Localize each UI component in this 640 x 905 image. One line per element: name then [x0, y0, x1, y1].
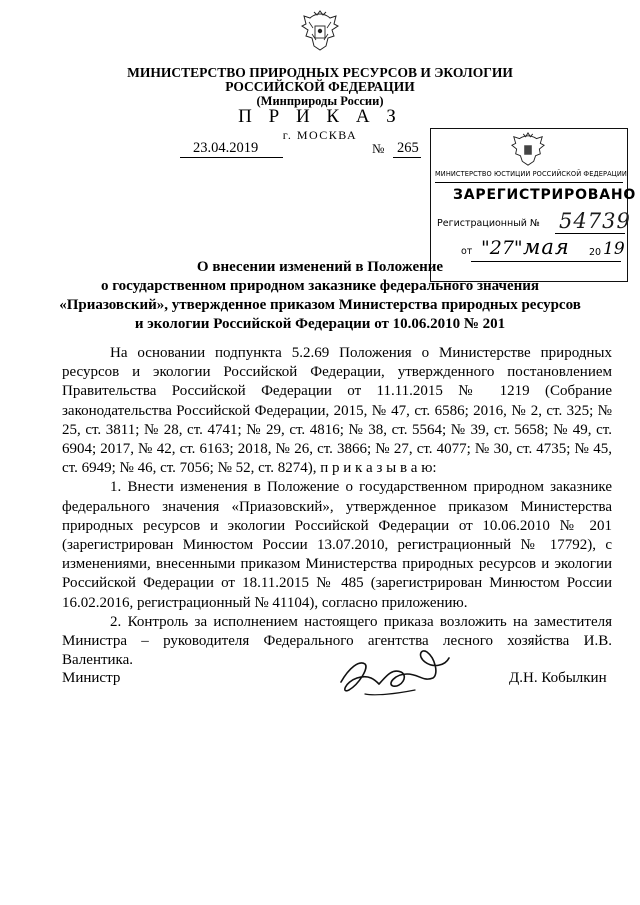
preamble-paragraph: На основании подпункта 5.2.69 Положения о Министерстве природных ресурсов и экологии Российской Федерации, утвержденного постановлением Правительства Российской Федерации от 11.11.2015 № 1219 (Собрание законодательства Российской Федерации, 2015, № 47, ст. 6586; 2016, № 2, ст. 325; № 25, ст. 3811; № 28, ст. 4741; № 29, ст. 4816; № 38, ст. 5564; № 39, ст. 5658; № 49, ст. 6904; 2017, № 42, ст. 6163; 2018, № 26, ст. 3866; № 27, ст. 4077; № 30, ст. 4735; № 45, ст. 6949; № 46, ст. 7056; № 52, ст. 8274), п р и к а з ы в а ю:: [62, 345, 612, 477]
order-number-label: №: [372, 141, 385, 156]
ministry-short-name: (Минприроды России): [256, 94, 384, 108]
stamp-date-label: от: [461, 246, 473, 257]
coat-of-arms-icon: [300, 10, 340, 54]
ministry-name-line1: МИНИСТЕРСТВО ПРИРОДНЫХ РЕСУРСОВ И ЭКОЛОГИИ: [127, 65, 513, 80]
stamp-coat-of-arms-icon: [509, 132, 547, 168]
ministry-name-line2: РОССИЙСКОЙ ФЕДЕРАЦИИ: [225, 79, 415, 94]
clause-2-paragraph: 2. Контроль за исполнением настоящего приказа возложить на заместителя Министра – руководителя Федерального агентства лесного хозяйства И.В. Валентика.: [62, 613, 612, 669]
stamp-registered-label: ЗАРЕГИСТРИРОВАНО: [453, 187, 637, 203]
number-underline: [393, 157, 421, 158]
handwritten-signature: [335, 638, 455, 708]
stamp-day: "27": [481, 237, 523, 259]
signatory-post: Министр: [62, 670, 121, 686]
subject-line4: и экологии Российской Федерации от 10.06.2010 № 201: [134, 316, 506, 332]
order-body: [62, 344, 612, 670]
subject-line3: «Приазовский», утвержденное приказом Министерства природных ресурсов: [59, 297, 581, 313]
stamp-separator: [435, 182, 623, 183]
subject-line1: О внесении изменений в Положение: [196, 259, 444, 275]
subject-line2: о государственном природном заказнике федерального значения: [100, 278, 540, 294]
stamp-regnum-underline: [555, 233, 625, 234]
stamp-year-suffix: 19: [603, 239, 625, 259]
order-date: 23.04.2019: [193, 140, 259, 156]
date-underline: [180, 157, 283, 158]
stamp-month: мая: [523, 235, 570, 259]
order-number: 265: [397, 140, 419, 156]
signatory-name: Д.Н. Кобылкин: [509, 670, 607, 686]
stamp-regnum-label: Регистрационный №: [437, 218, 540, 229]
stamp-year-prefix: 20: [589, 247, 602, 258]
stamp-ministry-name: МИНИСТЕРСТВО ЮСТИЦИИ РОССИЙСКОЙ ФЕДЕРАЦИИ: [435, 170, 627, 178]
clause-1-paragraph: 1. Внести изменения в Положение о государственном природном заказнике федерального значения «Приазовский», утвержденное приказом Министерства природных ресурсов и экологии Российской Федерации от 10.06.2010 № 201 (зарегистрирован Минюстом России 13.07.2010, регистрационный № 17792), с изменениями, внесенными приказом Министерства природных ресурсов и экологии Российской Федерации от 18.11.2015 № 485 (зарегистрирован Минюстом России 16.02.2016, регистрационный № 41104), согласно приложению.: [62, 479, 612, 611]
city: г. МОСКВА: [282, 128, 358, 142]
stamp-regnum-value: 54739: [559, 209, 631, 233]
document-type: П Р И К А З: [238, 106, 402, 127]
